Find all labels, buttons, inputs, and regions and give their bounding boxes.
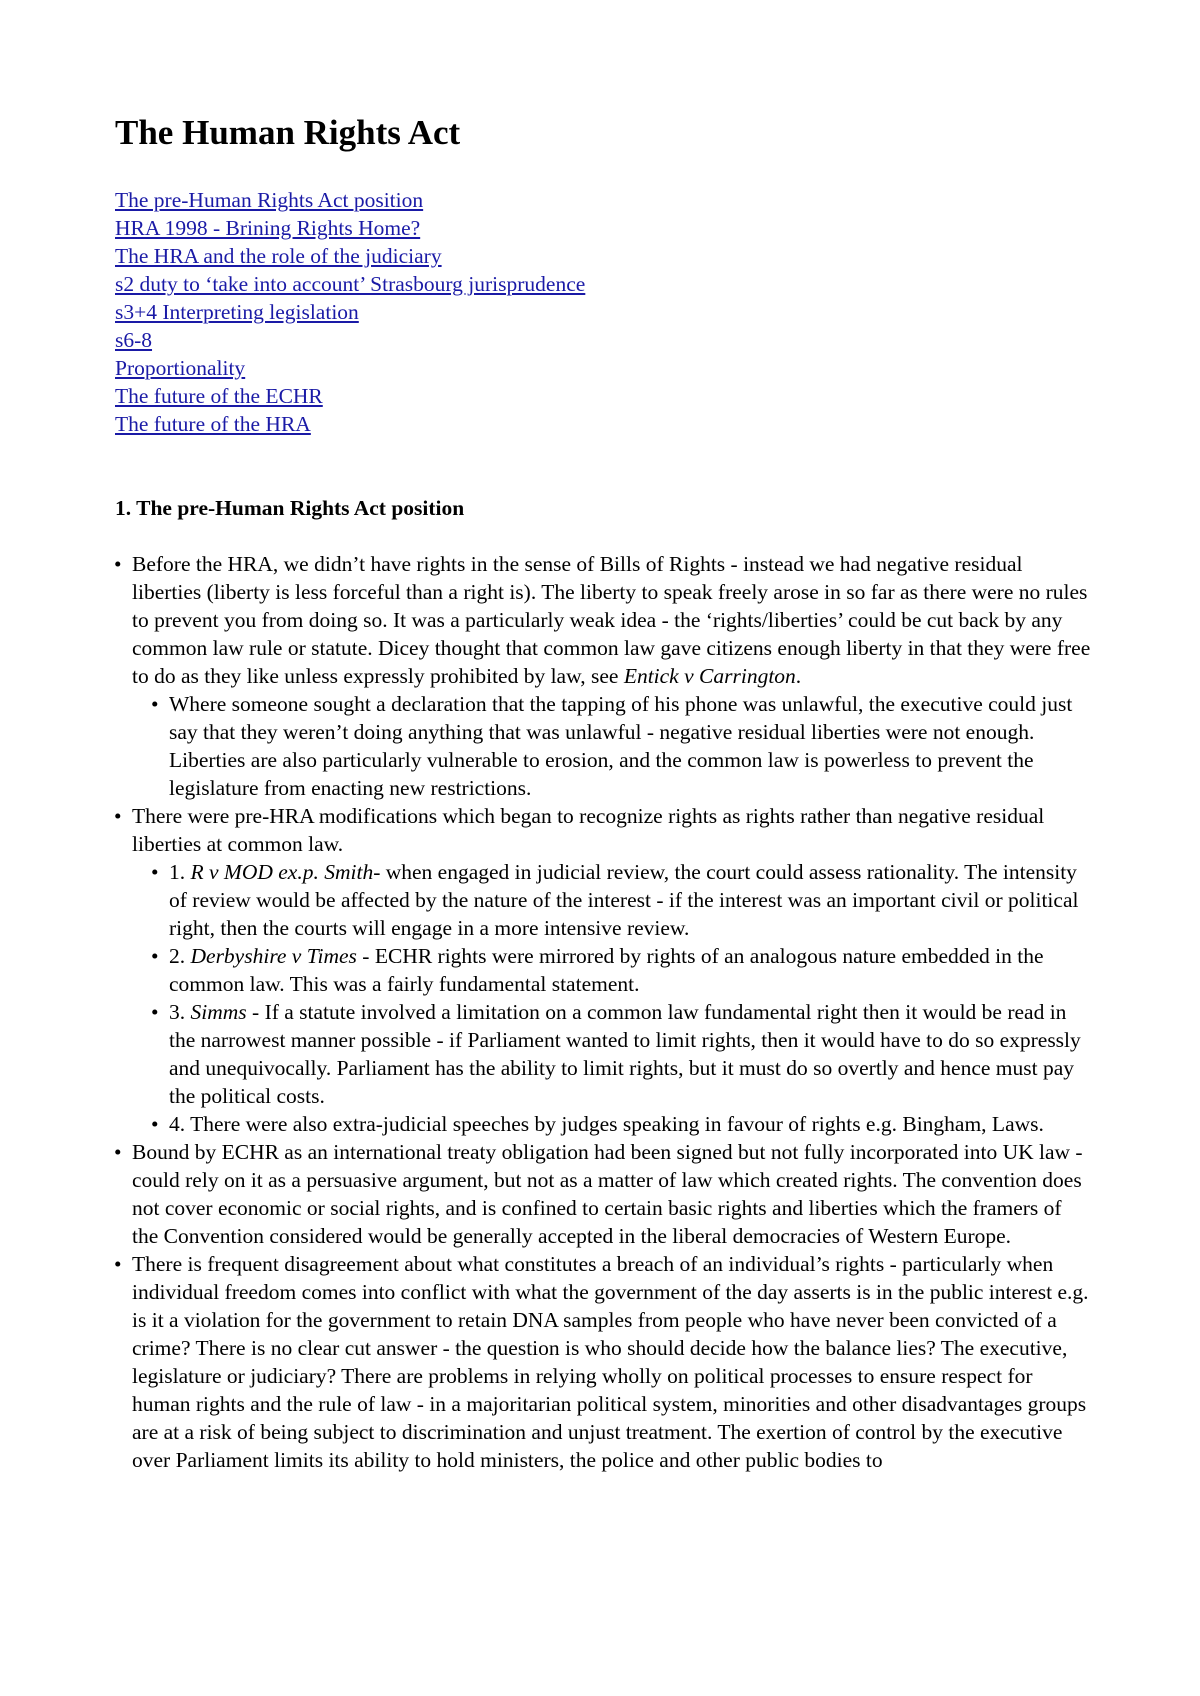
bullet-list — [132, 550, 1092, 1474]
toc-link-pre-hra[interactable]: The pre-Human Rights Act position — [115, 188, 424, 212]
toc-link-hra-1998[interactable]: HRA 1998 - Brining Rights Home? — [115, 216, 421, 240]
toc-link-s6-8[interactable]: s6-8 — [115, 328, 153, 352]
toc-link-s3-4[interactable]: s3+4 Interpreting legislation — [115, 300, 359, 324]
item-number: 3. — [169, 1000, 191, 1024]
section-heading: 1. The pre-Human Rights Act position — [115, 496, 465, 520]
toc-item — [115, 354, 585, 382]
bullet-text-end: . — [795, 664, 802, 688]
sub-bullet-item — [169, 690, 1092, 802]
bullet-text: There were pre-HRA modifications which began to recognize rights as rights rather than negative residual liberties at common law. — [132, 804, 1045, 856]
bullet-item — [132, 1250, 1092, 1474]
sub-bullet-text: Where someone sought a declaration that the tapping of his phone was unlawful, the executive could just say that they weren’t doing anything that was unlawful - negative residual liberties were not enough. Liberties are also particularly vulnerable to erosion, and the common law is powerless to prevent the legislature from enacting new restrictions. — [169, 692, 1073, 800]
toc-item — [115, 382, 585, 410]
toc-link-s2[interactable]: s2 duty to ‘take into account’ Strasbourg jurisprudence — [115, 272, 586, 296]
sub-bullet-item — [169, 998, 1092, 1110]
bullet-text: There is frequent disagreement about what constitutes a breach of an individual’s rights - particularly when individual freedom comes into conflict with what the government of the day asserts is in the public interest e.g. is it a violation for the government to retain DNA samples from people who have never been convicted of a crime? There is no clear cut answer - the question is who should decide how the balance lies? The executive, legislature or judiciary? There are problems in relying wholly on political processes to ensure respect for human rights and the rule of law - in a majoritarian political system, minorities and other disadvantages groups are at a risk of being subject to discrimination and unjust treatment. The exertion of control by the executive over Parliament limits its ability to hold ministers, the police and other public bodies to — [132, 1252, 1089, 1472]
sub-bullet-text: - ECHR rights were mirrored by rights of an analogous nature embedded in the common law. This was a fairly fundamental statement. — [169, 944, 1044, 996]
sub-bullet-text: - when engaged in judicial review, the court could assess rationality. The intensity of review would be affected by the nature of the interest - if the interest was an important civil or political right, then the courts will engage in a more intensive review. — [169, 860, 1079, 940]
table-of-contents — [115, 186, 585, 438]
page-title: The Human Rights Act — [115, 113, 461, 152]
case-name: R v MOD ex.p. Smith — [190, 860, 374, 884]
sub-bullet-list — [132, 690, 1092, 802]
toc-item — [115, 214, 585, 242]
toc-link-judiciary[interactable]: The HRA and the role of the judiciary — [115, 244, 442, 268]
case-name: Derbyshire v Times — [190, 944, 357, 968]
sub-bullet-list — [132, 858, 1092, 1138]
toc-item — [115, 326, 585, 354]
toc-link-proportionality[interactable]: Proportionality — [115, 356, 246, 380]
bullet-text: Bound by ECHR as an international treaty obligation had been signed but not fully incorporated into UK law - could rely on it as a persuasive argument, but not as a matter of law which created rights. The convention does not cover economic or social rights, and is confined to certain basic rights and liberties which the framers of the Convention considered would be generally accepted in the liberal democracies of Western Europe. — [132, 1140, 1083, 1248]
toc-item — [115, 186, 585, 214]
bullet-item — [132, 802, 1092, 1138]
item-number: 2. — [169, 944, 191, 968]
bullet-item — [132, 550, 1092, 802]
case-name: Entick v Carrington — [623, 664, 796, 688]
toc-link-future-echr[interactable]: The future of the ECHR — [115, 384, 323, 408]
item-number: 1. — [169, 860, 191, 884]
sub-bullet-item — [169, 858, 1092, 942]
toc-link-future-hra[interactable]: The future of the HRA — [115, 412, 311, 436]
toc-item — [115, 242, 585, 270]
toc-item — [115, 410, 585, 438]
sub-bullet-item — [169, 1110, 1092, 1138]
sub-bullet-text: 4. There were also extra-judicial speeches by judges speaking in favour of rights e.g. Bingham, Laws. — [169, 1112, 1044, 1136]
toc-item — [115, 298, 585, 326]
bullet-item — [132, 1138, 1092, 1250]
case-name: Simms — [190, 1000, 247, 1024]
sub-bullet-item — [169, 942, 1092, 998]
bullet-text: Before the HRA, we didn’t have rights in the sense of Bills of Rights - instead we had negative residual liberties (liberty is less forceful than a right is). The liberty to speak freely arose in so far as there were no rules to prevent you from doing so. It was a particularly weak idea - the ‘rights/liberties’ could be cut back by any common law rule or statute. Dicey thought that common law gave citizens enough liberty in that they were free to do as they like unless expressly prohibited by law, see — [132, 552, 1091, 688]
sub-bullet-text: - If a statute involved a limitation on a common law fundamental right then it would be read in the narrowest manner possible - if Parliament wanted to limit rights, then it would have to do so expressly and unequivocally. Parliament has the ability to limit rights, but it must do so overtly and hence must pay the political costs. — [169, 1000, 1081, 1108]
toc-item — [115, 270, 585, 298]
